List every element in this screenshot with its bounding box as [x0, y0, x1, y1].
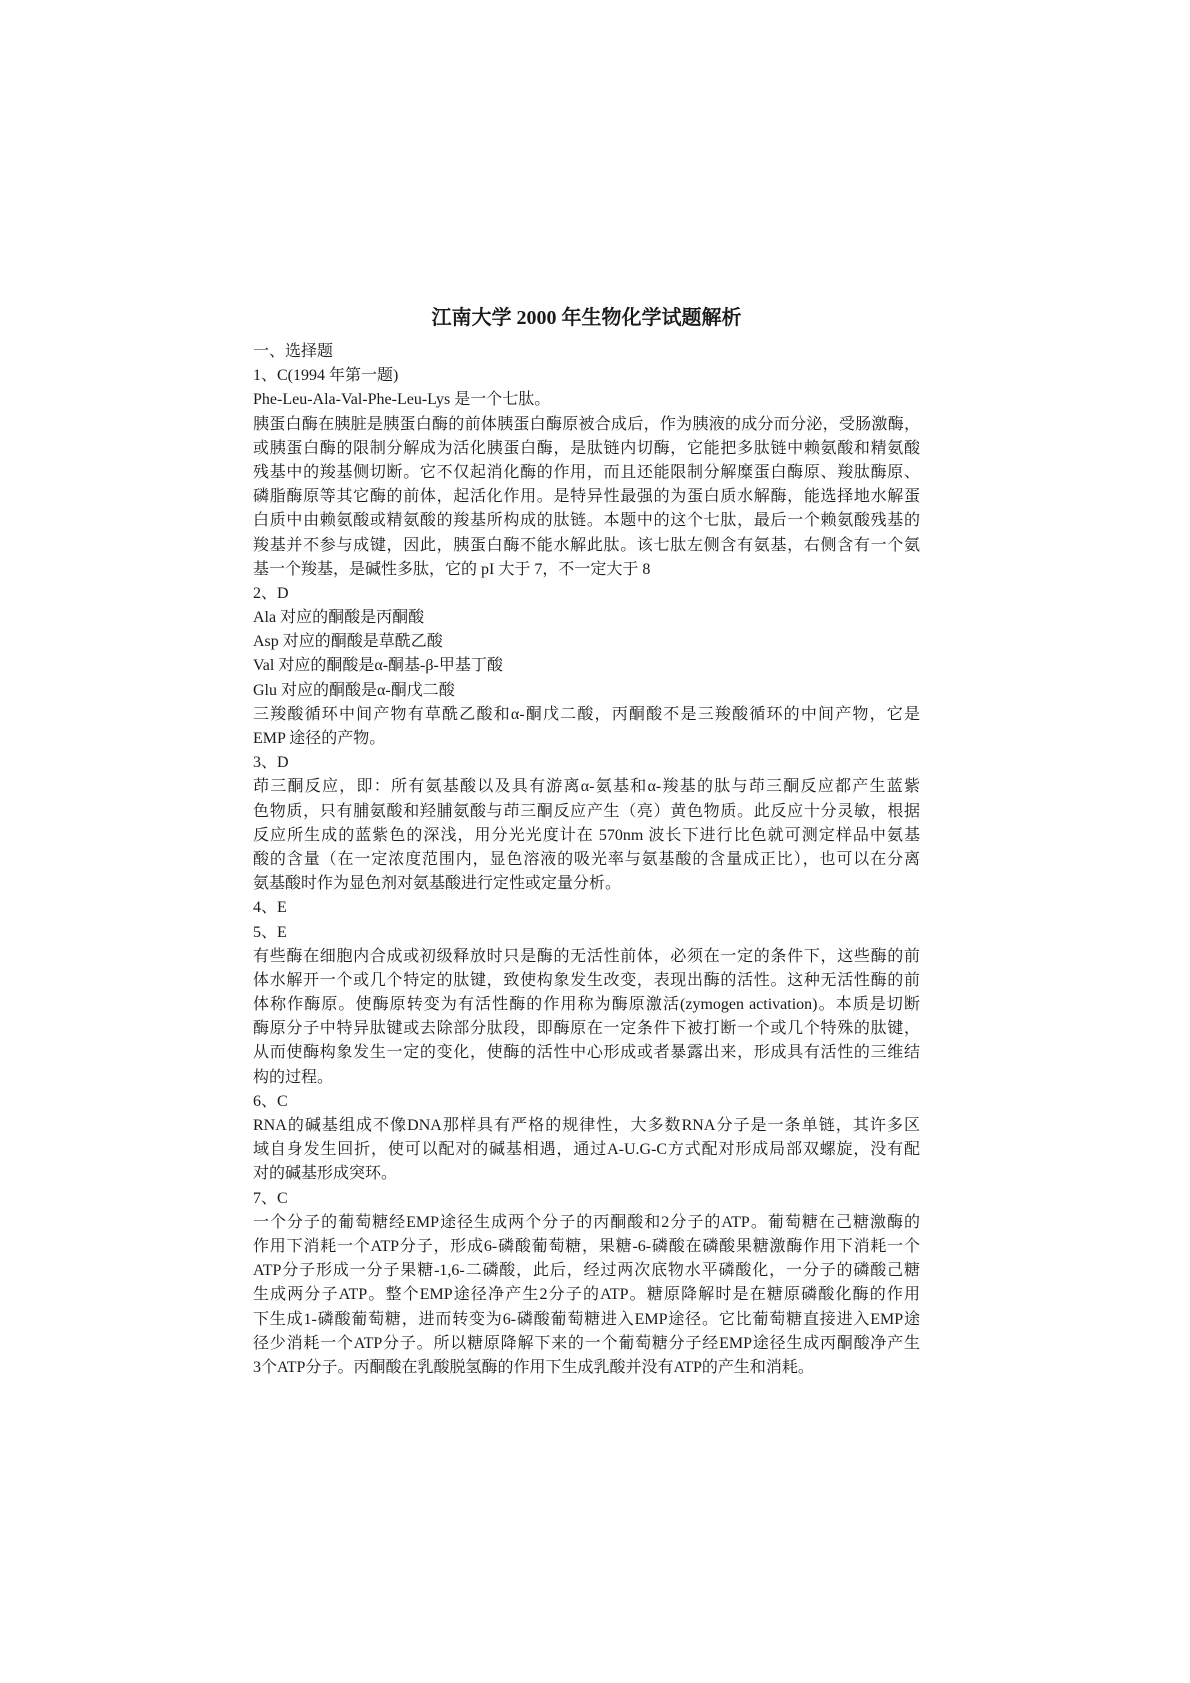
- text-line: 白质中由赖氨酸或精氨酸的羧基所构成的肽链。本题中的这个七肽，最后一个赖氨酸残基的: [253, 512, 920, 530]
- text-line: 体水解开一个或几个特定的肽键，致使构象发生改变，表现出酶的活性。这种无活性酶的前: [253, 971, 920, 989]
- text-line: 酸的含量（在一定浓度范围内，显色溶液的吸光率与氨基酸的含量成正比），也可以在分离: [253, 850, 920, 868]
- text-line: 6、C: [253, 1092, 288, 1110]
- text-line: 反应所生成的蓝紫色的深浅，用分光光度计在 570nm 波长下进行比色就可测定样品中氨基: [253, 826, 920, 844]
- text-line: Val 对应的酮酸是α-酮基-β-甲基丁酸: [253, 657, 503, 675]
- text-line: 3、D: [253, 754, 289, 772]
- text-line: 构的过程。: [253, 1068, 334, 1086]
- text-line: 色物质，只有脯氨酸和羟脯氨酸与茚三酮反应产生（亮）黄色物质。此反应十分灵敏，根据: [253, 802, 920, 820]
- text-line: 径少消耗一个ATP分子。所以糖原降解下来的一个葡萄糖分子经EMP途径生成丙酮酸净产生: [253, 1334, 920, 1352]
- text-line: 或胰蛋白酶的限制分解成为活化胰蛋白酶，是肽链内切酶，它能把多肽链中赖氨酸和精氨酸: [253, 439, 920, 457]
- text-line: 从而使酶构象发生一定的变化，使酶的活性中心形成或者暴露出来，形成具有活性的三维结: [253, 1044, 920, 1062]
- document-body: [253, 340, 920, 1380]
- text-line: 有些酶在细胞内合成或初级释放时只是酶的无活性前体，必须在一定的条件下，这些酶的前: [253, 947, 920, 965]
- text-line: 一个分子的葡萄糖经EMP途径生成两个分子的丙酮酸和2分子的ATP。葡萄糖在己糖激酶的: [253, 1213, 920, 1231]
- text-line: 氨基酸时作为显色剂对氨基酸进行定性或定量分析。: [253, 875, 622, 893]
- text-line: Phe-Leu-Ala-Val-Phe-Leu-Lys 是一个七肽。: [253, 391, 551, 409]
- text-line: 7、C: [253, 1189, 288, 1207]
- text-line: 磷脂酶原等其它酶的前体，起活化作用。是特异性最强的为蛋白质水解酶，能选择地水解蛋: [253, 488, 920, 506]
- text-line: 生成两分子ATP。整个EMP途径净产生2分子的ATP。糖原降解时是在糖原磷酸化酶的作用: [253, 1286, 920, 1304]
- text-line: ATP分子形成一分子果糖-1,6-二磷酸，此后，经过两次底物水平磷酸化，一分子的磷酸己糖: [253, 1262, 920, 1280]
- text-line: 残基中的羧基侧切断。它不仅起消化酶的作用，而且还能限制分解糜蛋白酶原、羧肽酶原、: [253, 463, 920, 481]
- text-line: 三羧酸循环中间产物有草酰乙酸和α-酮戊二酸，丙酮酸不是三羧酸循环的中间产物，它是: [253, 705, 920, 723]
- text-line: EMP 途径的产物。: [253, 730, 386, 747]
- text-line: 3个ATP分子。丙酮酸在乳酸脱氢酶的作用下生成乳酸并没有ATP的产生和消耗。: [253, 1358, 814, 1376]
- text-line: Glu 对应的酮酸是α-酮戊二酸: [253, 681, 455, 699]
- text-line: Asp 对应的酮酸是草酰乙酸: [253, 633, 443, 651]
- text-line: 2、D: [253, 584, 289, 602]
- text-line: 域自身发生回折，使可以配对的碱基相遇，通过A-U.G-C方式配对形成局部双螺旋，没有配: [253, 1141, 920, 1159]
- text-line: 5、E: [253, 923, 287, 941]
- text-line: RNA的碱基组成不像DNA那样具有严格的规律性，大多数RNA分子是一条单链，其许多区: [253, 1117, 920, 1134]
- text-line: 基一个羧基，是碱性多肽，它的 pI 大于 7，不一定大于 8: [253, 560, 651, 578]
- text-line: 对的碱基形成突环。: [253, 1165, 398, 1183]
- text-line: 4、E: [253, 899, 287, 917]
- text-line: 茚三酮反应，即：所有氨基酸以及具有游离α-氨基和α-羧基的肽与茚三酮反应都产生蓝紫: [253, 778, 920, 796]
- document-title: 江南大学 2000 年生物化学试题解析: [431, 307, 742, 329]
- text-line: 酶原分子中特异肽键或去除部分肽段，即酶原在一定条件下被打断一个或几个特殊的肽键，: [253, 1020, 920, 1038]
- text-line: 作用下消耗一个ATP分子，形成6-磷酸葡萄糖，果糖-6-磷酸在磷酸果糖激酶作用下消耗一个: [253, 1237, 920, 1255]
- text-line: 一、选择题: [253, 343, 334, 360]
- text-line: 胰蛋白酶在胰脏是胰蛋白酶的前体胰蛋白酶原被合成后，作为胰液的成分而分泌，受肠激酶，: [253, 415, 920, 433]
- text-line: 体称作酶原。使酶原转变为有活性酶的作用称为酶原激活(zymogen activation)。本质是切断: [253, 996, 920, 1014]
- text-line: 下生成1-磷酸葡萄糖，进而转变为6-磷酸葡萄糖进入EMP途径。它比葡萄糖直接进入EMP途: [253, 1310, 920, 1328]
- text-line: 羧基并不参与成键，因此，胰蛋白酶不能水解此肽。该七肽左侧含有氨基，右侧含有一个氨: [253, 536, 920, 554]
- text-line: 1、C(1994 年第一题): [253, 367, 399, 385]
- text-line: Ala 对应的酮酸是丙酮酸: [253, 609, 425, 627]
